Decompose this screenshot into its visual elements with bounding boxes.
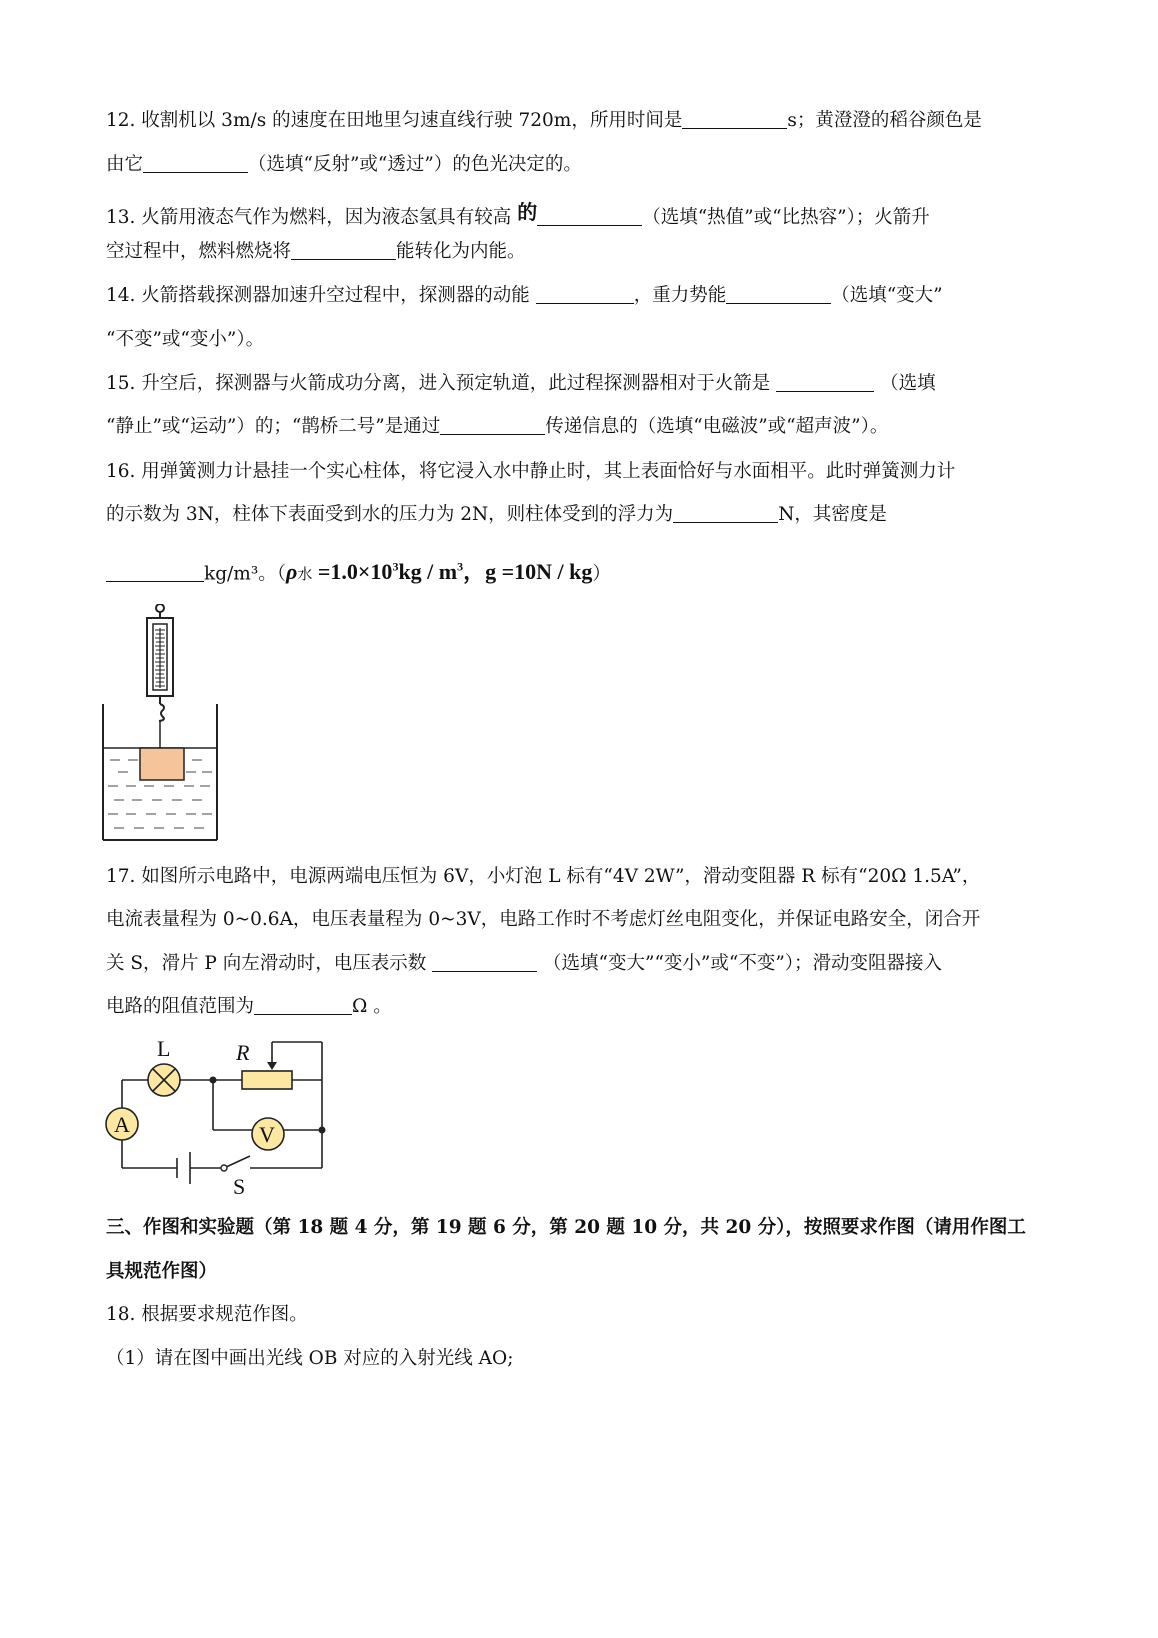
q14-text-a: 14. 火箭搭载探测器加速升空过程中，探测器的动能	[106, 285, 530, 306]
q12-text-b: s；黄澄澄的稻谷颜色是	[787, 110, 982, 131]
q15-text-b: （选填	[880, 373, 936, 394]
q17-line1	[106, 865, 980, 889]
rho-symbol: ρ	[286, 559, 298, 585]
q17-line4	[106, 995, 392, 1019]
q14-line1	[106, 284, 943, 308]
q15-text-c: “静止”或“运动”）的；“鹊桥二号”是通过	[106, 416, 441, 437]
q13-de: 的	[517, 200, 538, 224]
formula-eq: =1.0×10	[312, 559, 393, 585]
q14-text-b: ，重力势能	[633, 285, 727, 306]
q16-line2	[106, 503, 887, 527]
section3-title: 三、作图和实验题（第 18 题 4 分，第 19 题 6 分，第 20 题 10 分，共 20 分），按照要求作图（请用作图工	[106, 1217, 1026, 1238]
q15-text-d: 传递信息的（选填“电磁波”或“超声波”）。	[545, 416, 889, 437]
q12-blank-2[interactable]	[143, 154, 248, 173]
q14-text-c: （选填“变大”	[831, 285, 943, 306]
junction-dot	[210, 1077, 217, 1084]
q12-line2	[106, 153, 582, 177]
q16-blank-1[interactable]	[673, 504, 778, 523]
junction-dot	[319, 1127, 326, 1134]
q18-text-b: （1）请在图中画出光线 OB 对应的入射光线 AO;	[106, 1348, 514, 1369]
label-S: S	[233, 1174, 246, 1199]
q13-text-a: 13. 火箭用液态气作为燃料，因为液态氢具有较高	[106, 207, 512, 228]
q16-text-b: 的示数为 3N，柱体下表面受到水的压力为 2N，则柱体受到的浮力为	[106, 504, 674, 525]
q17-text-b: 电流表量程为 0~0.6A，电压表量程为 0~3V，电路工作时不考虑灯丝电阻变化，并保证电路安全，闭合开	[106, 909, 981, 930]
q15-line2	[106, 415, 888, 439]
q18-line1	[106, 1303, 308, 1327]
spring-scale-figure	[100, 604, 225, 844]
section3-line1	[106, 1216, 1026, 1240]
q13-blank-2[interactable]	[291, 241, 396, 260]
label-L: L	[157, 1036, 171, 1061]
q16-text-c: N，其密度是	[778, 504, 887, 525]
q12-text-a: 12. 收割机以 3m/s 的速度在田地里匀速直线行驶 720m，所用时间是	[106, 110, 683, 131]
q15-blank-1[interactable]	[776, 373, 874, 392]
q18-text-a: 18. 根据要求规范作图。	[106, 1304, 308, 1325]
q16-end: ）	[592, 563, 611, 585]
q17-text-e: 电路的阻值范围为	[106, 996, 255, 1017]
label-R: R	[236, 1040, 250, 1065]
q17-text-d: （选填“变大”“变小”或“不变”）；滑动变阻器接入	[543, 953, 943, 974]
q15-text-a: 15. 升空后，探测器与火箭成功分离，进入预定轨道，此过程探测器相对于火箭是	[106, 373, 771, 394]
label-V: V	[259, 1122, 275, 1147]
q17-line3	[106, 952, 942, 976]
q16-text-a: 16. 用弹簧测力计悬挂一个实心柱体，将它浸入水中静止时，其上表面恰好与水面相平。此时弹簧测力计	[106, 461, 956, 482]
resistor-R	[242, 1071, 292, 1089]
q16-formula	[286, 559, 592, 584]
formula-exp: 3	[392, 560, 399, 574]
q12-line1	[106, 109, 982, 133]
q14-blank-2[interactable]	[726, 285, 831, 304]
q16-blank-2[interactable]	[106, 563, 204, 582]
q17-text-a: 17. 如图所示电路中，电源两端电压恒为 6V，小灯泡 L 标有“4V 2W”，滑动变阻器 R 标有“20Ω 1.5A”，	[106, 866, 981, 887]
formula-unit: kg / m	[398, 559, 458, 585]
label-A: A	[114, 1112, 130, 1137]
q15-line1	[106, 372, 936, 396]
q17-blank-1[interactable]	[432, 953, 537, 972]
q17-line2	[106, 908, 980, 932]
q18-line2	[106, 1347, 513, 1371]
q16-unit: kg/m³。（	[204, 563, 286, 585]
q17-text-f: Ω 。	[352, 996, 392, 1017]
q13-text-d: 能转化为内能。	[396, 241, 526, 262]
q13-line2	[106, 240, 526, 264]
q12-text-d: （选填“反射”或“透过”）的色光决定的。	[248, 154, 582, 175]
q17-text-c: 关 S，滑片 P 向左滑动时，电压表示数	[106, 953, 427, 974]
circuit-diagram	[100, 1034, 340, 1204]
rho-sub: 水	[297, 567, 313, 584]
q14-text-d: “不变”或“变小”）。	[106, 329, 265, 350]
q13-text-b: （选填“热值”或“比热容”）；火箭升	[642, 207, 930, 228]
q13-line1	[106, 200, 930, 230]
q16-line1	[106, 460, 955, 484]
formula-g: ，g =10N / kg	[463, 559, 593, 585]
q16-line3	[106, 555, 611, 587]
formula-exp2: 3	[457, 560, 464, 574]
q17-blank-2[interactable]	[254, 996, 352, 1015]
section3-line2	[106, 1260, 217, 1284]
q14-blank-1[interactable]	[536, 285, 634, 304]
q12-text-c: 由它	[106, 154, 144, 175]
section3-title-cont: 具规范作图）	[106, 1261, 218, 1282]
q12-blank-1[interactable]	[682, 110, 787, 129]
q15-blank-2[interactable]	[440, 416, 545, 435]
q14-line2	[106, 328, 264, 352]
q13-text-c: 空过程中，燃料燃烧将	[106, 241, 292, 262]
q13-blank-1[interactable]	[537, 207, 642, 226]
